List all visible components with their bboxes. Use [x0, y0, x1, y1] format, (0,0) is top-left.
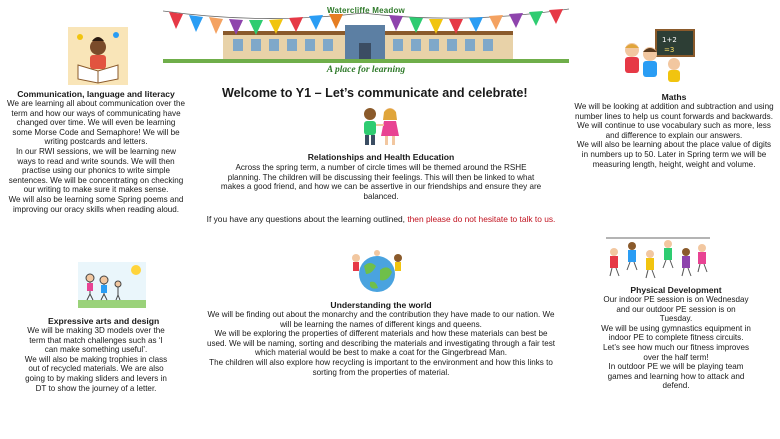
expressive-section — [22, 326, 170, 393]
family-drawing-illustration — [78, 262, 146, 308]
communication-section — [6, 99, 186, 214]
svg-text:1+2: 1+2 — [662, 36, 677, 44]
communication-paragraph: We are learning all about communication over the term and how our ways of communicating have changed over time. We will even be learning some Morse Code and Semaphore! We will be writing postcards and letters. — [6, 99, 185, 147]
communication-paragraph: In our RWI sessions, we will be learning new ways to read and write sounds. We will then practise using our phonics to write simple sentences. We will be concentrating on checking our writing to make sure it makes sense. — [8, 146, 184, 195]
exercising-children-illustration — [602, 232, 714, 280]
physical-paragraph: In outdoor PE we will be playing team games and learning how to attack and defend. — [607, 362, 745, 391]
school-banner — [163, 3, 569, 79]
world-heading: Understanding the world — [330, 300, 432, 310]
expressive-paragraph: We will be making 3D models over the term that match challenges such as ‘I can make something useful’. — [27, 326, 165, 355]
reading-child-illustration — [68, 27, 128, 85]
physical-heading: Physical Development — [630, 285, 722, 295]
expressive-heading: Expressive arts and design — [48, 316, 160, 326]
world-section — [204, 310, 558, 377]
world-paragraph: We will be finding out about the monarchy and the contribution they have made to our nation. We will be learning the names of different kings and queens. — [207, 310, 555, 329]
questions-highlight: then please do not hesitate to talk to us. — [407, 214, 556, 224]
maths-heading: Maths — [661, 92, 687, 102]
friends-illustration — [355, 106, 405, 146]
relationships-body: Across the spring term, a number of circle times will be themed around the RSHE planning. The children will be discussing their feelings. This will then be linked to what makes a good friend, and how we can be assertive in our friendships and ensure they are balanced. — [220, 163, 542, 201]
globe-children-illustration — [350, 250, 404, 296]
communication-paragraph: We will also be learning some Spring poems and improving our oracy skills when reading aloud. — [8, 194, 184, 214]
physical-section — [600, 295, 752, 391]
school-tagline: A place for learning — [326, 65, 406, 75]
relationships-heading: Relationships and Health Education — [307, 152, 455, 162]
maths-paragraph: We will be looking at addition and subtraction and using number lines to help us count forwards and backwards. We will continue to use vocabulary such as more, less and difference to explain our answers. — [574, 102, 774, 140]
communication-heading: Communication, language and literacy — [17, 89, 175, 99]
maths-paragraph: We will also be learning about the place value of digits in numbers up to 50. Later in Spring term we will be measuring length, height, weight and volume. — [576, 140, 772, 169]
world-paragraph: We will be exploring the properties of different materials and how these materials can best be used. We will be naming, sorting and describing the materials and investigating through a fair test which material would be best to make a coat for the Gingerbread Man. — [206, 329, 556, 358]
svg-text:=3: =3 — [664, 46, 675, 54]
world-paragraph: The children will also explore how recycling is important to the environment and how this links to sorting from the properties of material. — [209, 357, 553, 377]
questions-note — [196, 214, 566, 224]
maths-section — [574, 102, 774, 169]
maths-children-illustration — [618, 28, 698, 84]
physical-paragraph: Our indoor PE session is on Wednesday and our outdoor PE session is on Tuesday. — [603, 295, 749, 324]
questions-text: If you have any questions about the learning outlined, — [206, 214, 408, 224]
expressive-paragraph: We will also be making trophies in class out of recycled materials. We are also going to by making sliders and levers in DT to show the journey of a letter. — [24, 354, 168, 393]
physical-paragraph: We will be using gymnastics equipment in indoor PE to complete fitness circuits. Let’s see how much our fitness improves over the half term! — [601, 323, 751, 362]
school-name: Watercliffe Meadow — [327, 6, 405, 15]
page-title: Welcome to Y1 – Let’s communicate and celebrate! — [222, 86, 528, 100]
